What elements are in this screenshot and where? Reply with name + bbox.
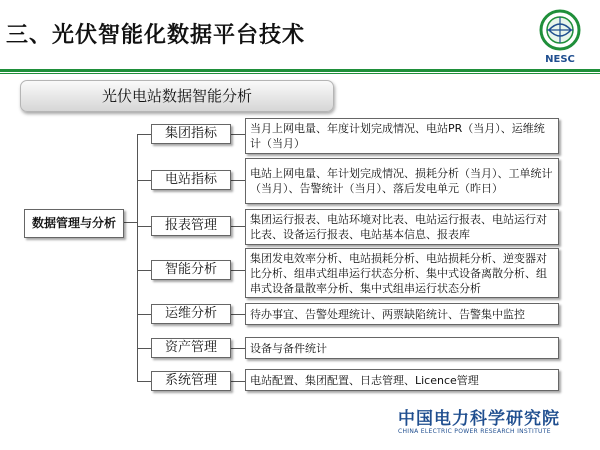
title-divider	[0, 69, 600, 72]
connector-spine	[137, 134, 138, 382]
connector-leaf	[230, 270, 245, 271]
desc-group-indicators: 当月上网电量、年度计划完成情况、电站PR（当月）、运维统计（当月）	[245, 118, 559, 154]
category-asset-management: 资产管理	[151, 338, 231, 358]
tree-root: 数据管理与分析	[24, 209, 124, 238]
slide-title: 三、光伏智能化数据平台技术	[6, 23, 306, 48]
desc-report-management: 集团运行报表、电站环境对比表、电站运行报表、电站运行对比表、设备运行报表、电站基本信息、报表库	[245, 209, 559, 245]
connector-branch	[137, 226, 151, 227]
connector-leaf	[230, 314, 245, 315]
connector-branch	[137, 381, 151, 382]
connector-branch	[137, 134, 151, 135]
title-divider-thin	[0, 73, 600, 74]
connector-leaf	[230, 226, 245, 227]
footer-org-cn: 中国电力科学研究院	[398, 409, 560, 429]
connector-leaf	[230, 180, 245, 181]
category-smart-analysis: 智能分析	[151, 260, 231, 280]
connector-root-stem	[122, 222, 138, 223]
desc-smart-analysis: 集团发电效率分析、电站损耗分析、电站损耗分析、逆变器对比分析、组串式组串运行状态分析、集中式设备离散分析、组串式设备量散率分析、集中式组串运行状态分析	[245, 248, 559, 298]
desc-om-analysis: 待办事宜、告警处理统计、两票缺陷统计、告警集中监控	[245, 303, 559, 325]
footer-org-en: CHINA ELECTRIC POWER RESEARCH INSTITUTE	[398, 428, 551, 435]
globe-icon	[533, 8, 587, 54]
connector-leaf	[230, 348, 245, 349]
category-report-management: 报表管理	[151, 216, 231, 236]
section-banner: 光伏电站数据智能分析	[20, 80, 334, 112]
connector-branch	[137, 180, 151, 181]
category-om-analysis: 运维分析	[151, 304, 231, 324]
category-system-management: 系统管理	[151, 371, 231, 391]
nesc-logo	[533, 8, 587, 68]
desc-system-management: 电站配置、集团配置、日志管理、Licence管理	[245, 369, 559, 391]
category-group-indicators: 集团指标	[151, 124, 231, 144]
connector-leaf	[230, 134, 245, 135]
footer-org-logo	[398, 404, 598, 444]
desc-station-indicators: 电站上网电量、年计划完成情况、损耗分析（当月）、工单统计（当月）、告警统计（当月）、落后发电单元（昨日）	[245, 158, 559, 204]
connector-leaf	[230, 381, 245, 382]
connector-branch	[137, 314, 151, 315]
logo-text: NESC	[545, 54, 575, 65]
category-station-indicators: 电站指标	[151, 170, 231, 190]
desc-asset-management: 设备与备件统计	[245, 337, 559, 359]
connector-branch	[137, 348, 151, 349]
connector-branch	[137, 270, 151, 271]
